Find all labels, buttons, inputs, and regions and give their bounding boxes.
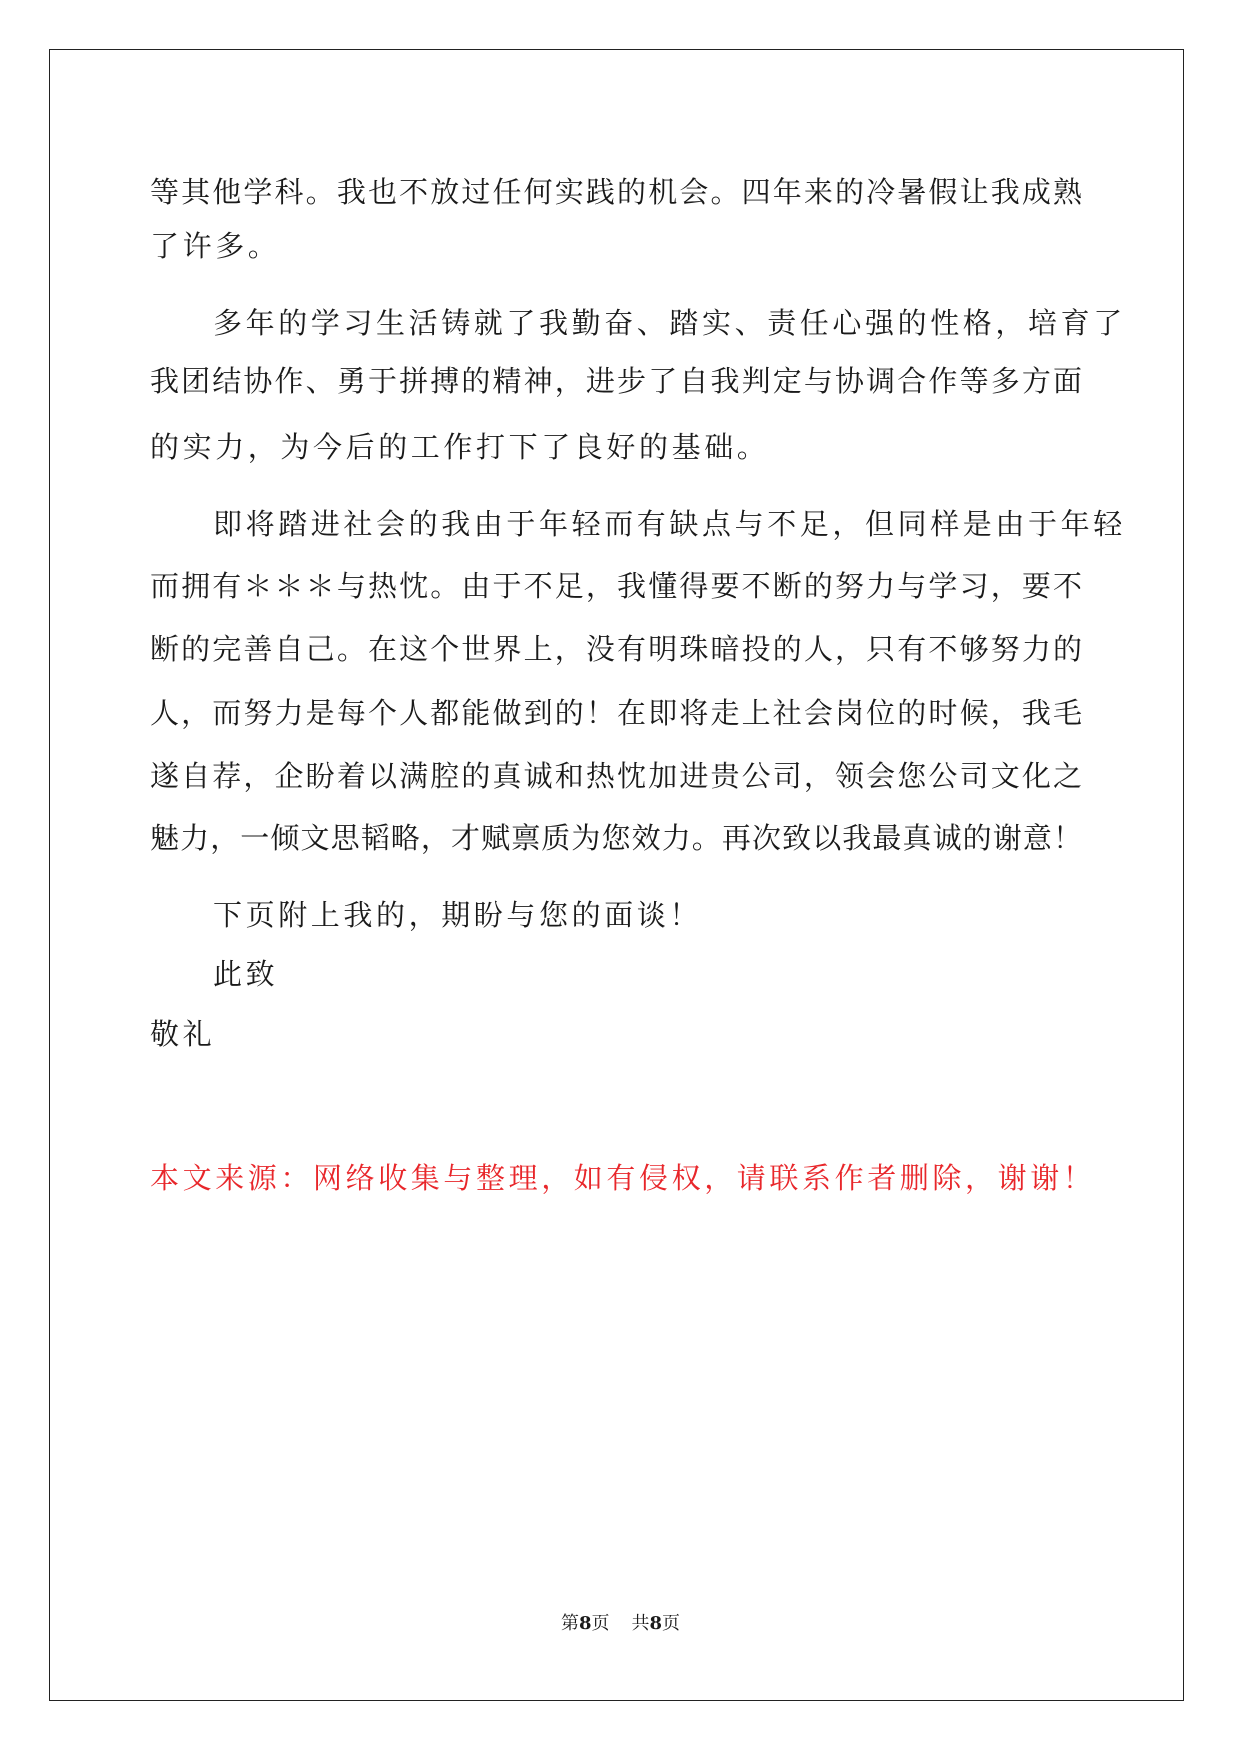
page-border (49, 49, 1184, 1701)
salutation-cizhi: 此致 (213, 957, 279, 991)
page-current: 8 (578, 1613, 592, 1634)
salutation-jingli: 敬礼 (150, 1017, 216, 1051)
page-prefix: 第 (560, 1613, 579, 1634)
paragraph-3-line-4: 人，而努力是每个人都能做到的！在即将走上社会岗位的时候，我毛 (150, 696, 1082, 730)
page-suffix: 页 (591, 1613, 610, 1634)
paragraph-2-line-2: 我团结协作、勇于拼搏的精神，进步了自我判定与协调合作等多方面 (150, 364, 1082, 398)
total-prefix: 共 (631, 1613, 650, 1634)
paragraph-2-line-1: 多年的学习生活铸就了我勤奋、踏实、责任心强的性格，培育了 (213, 306, 1126, 340)
source-note: 本文来源：网络收集与整理，如有侵权，请联系作者删除，谢谢！ (150, 1161, 1096, 1195)
body-line-2: 了许多。 (150, 229, 281, 263)
paragraph-2-line-3: 的实力，为今后的工作打下了良好的基础。 (150, 430, 770, 464)
paragraph-3-line-2: 而拥有＊＊＊与热忱。由于不足，我懂得要不断的努力与学习，要不 (150, 569, 1082, 603)
paragraph-3-line-1: 即将踏进社会的我由于年轻而有缺点与不足，但同样是由于年轻 (213, 507, 1126, 541)
total-suffix: 页 (662, 1613, 681, 1634)
page-total: 8 (649, 1613, 663, 1634)
closing-line: 下页附上我的，期盼与您的面谈！ (213, 898, 703, 932)
page-footer (0, 1612, 1241, 1636)
paragraph-3-line-3: 断的完善自己。在这个世界上，没有明珠暗投的人，只有不够努力的 (150, 632, 1082, 666)
paragraph-3-line-6: 魅力，一倾文思韬略，才赋禀质为您效力。再次致以我最真诚的谢意！ (150, 821, 1082, 855)
body-line-1: 等其他学科。我也不放过任何实践的机会。四年来的冷暑假让我成熟 (150, 175, 1082, 209)
paragraph-3-line-5: 遂自荐，企盼着以满腔的真诚和热忱加进贵公司，领会您公司文化之 (150, 759, 1082, 793)
